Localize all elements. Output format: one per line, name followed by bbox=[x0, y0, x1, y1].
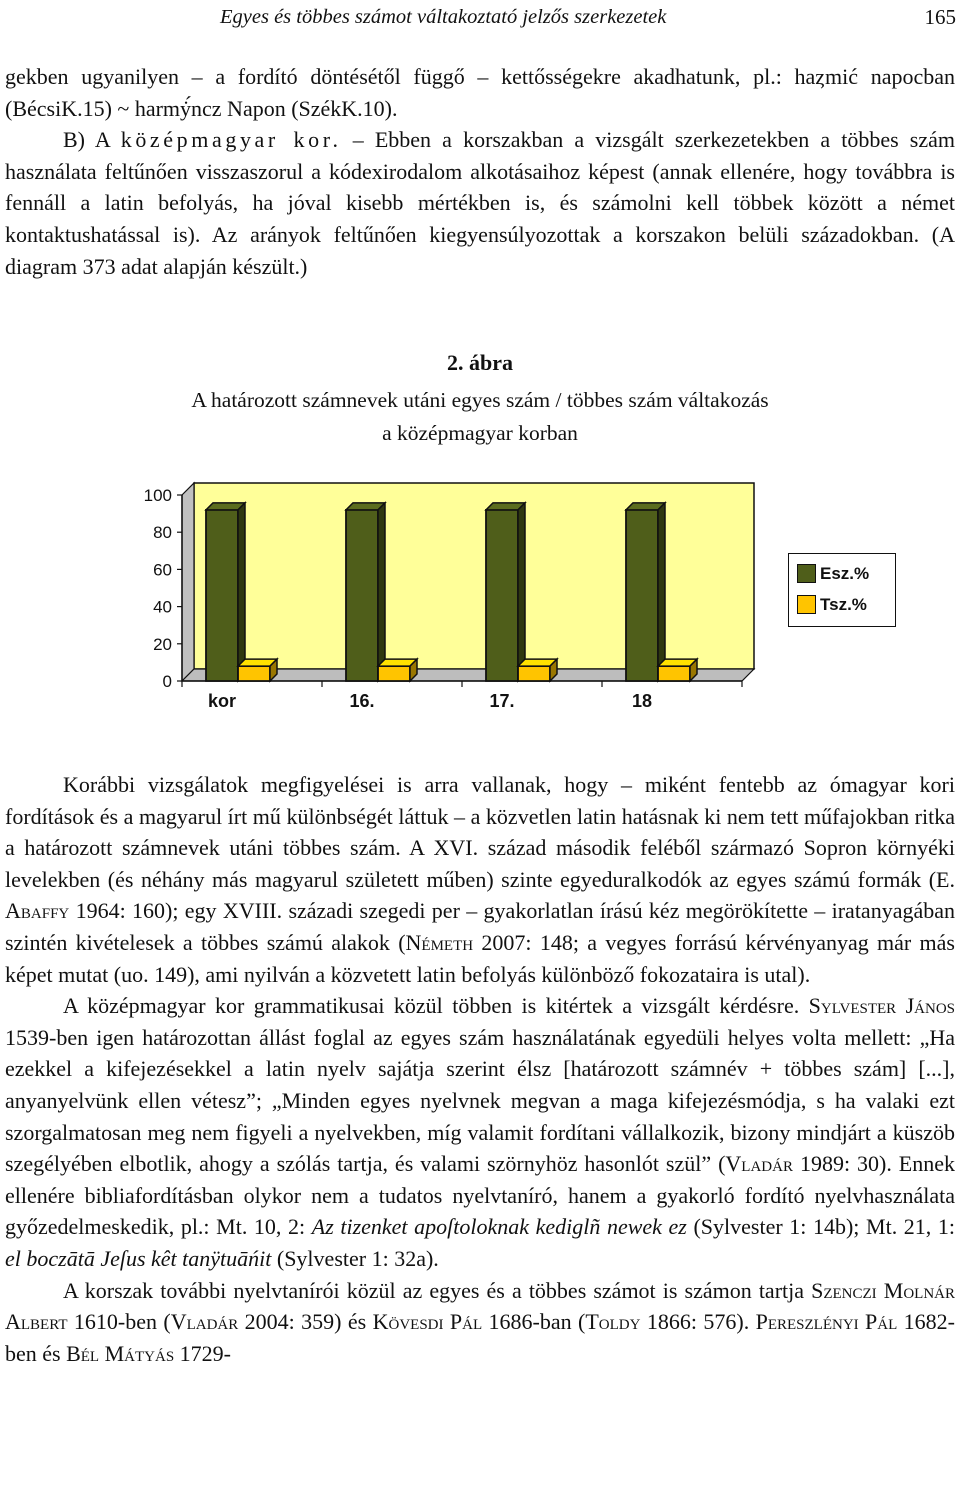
paragraph-5-part-c: 2004: 359) és bbox=[238, 1309, 373, 1335]
paragraph-3-part-c: 2007: 148; a vegyes forrású kérvényanyag már más képet mutat (uo. 149), ami nyilván a közvetett latin befolyás különböző fokozataira is utal). bbox=[5, 929, 955, 987]
bar-tsz-2 bbox=[518, 666, 550, 681]
legend-label-tsz: Tsz.% bbox=[820, 595, 867, 614]
legend-swatch-tsz bbox=[797, 595, 816, 614]
author-vladar: Vladár bbox=[725, 1151, 793, 1177]
legend-label-esz: Esz.% bbox=[820, 564, 870, 583]
x-tick-label: 16. bbox=[349, 691, 375, 711]
paragraph-5-part-e: 1866: 576). bbox=[640, 1309, 756, 1335]
paragraph-5-part-f: 1682-ben és bbox=[5, 1309, 956, 1366]
running-header bbox=[0, 2, 960, 32]
author-toldy: Toldy bbox=[585, 1309, 641, 1335]
paragraph-2 bbox=[5, 124, 955, 282]
bar-tsz-0 bbox=[238, 666, 270, 681]
quote-mt-21: el boczātā Jeſus kêt tanÿtuāńit bbox=[5, 1245, 272, 1271]
section-heading-spaced: középmagyar kor. bbox=[120, 127, 342, 153]
author-abaffy: Abaffy bbox=[5, 898, 70, 924]
y-tick-label: 40 bbox=[153, 597, 172, 617]
author-pereszlenyi: Pereszlényi Pál bbox=[755, 1309, 898, 1335]
plot-back-wall bbox=[194, 483, 754, 669]
y-tick-label: 80 bbox=[153, 523, 172, 543]
bar-esz-3 bbox=[626, 510, 658, 681]
figure-label: 2. ábra bbox=[447, 350, 513, 375]
bar-esz-0-side bbox=[238, 503, 245, 681]
y-tick-label: 20 bbox=[153, 634, 172, 654]
x-tick-label: 17. bbox=[489, 691, 515, 711]
paragraph-4-part-b: 1539-ben igen határozottan állást foglal az egyes szám használatának egyedüli helyes volta mellett: „Ha ezekkel a kifejezésekkel a latin nyelv sajátja szerint élsz [határozott számnév + többes szám] [...], anyanyelvünk ellen vétesz”; „Minden egyes nyelvnek megvan a maga kifejezésmódja, s ha valaki ezt szorgalmatosan meg nem figyeli a nyelvekben, míg valamit fordítani vállalkozik, bizony mindjárt a küszöb szegélyében elbotlik, ahogy a szólás tartja, és valami szörnyhöz hasonlót szül” ( bbox=[5, 1024, 955, 1177]
bar-esz-1 bbox=[346, 510, 378, 681]
body-text-top bbox=[5, 61, 955, 282]
legend-item-esz bbox=[797, 561, 869, 587]
y-tick-label: 0 bbox=[162, 672, 172, 691]
author-kovesdi: Kövesdi Pál bbox=[372, 1309, 483, 1335]
y-tick-label: 100 bbox=[143, 486, 172, 505]
x-tick-label: kor bbox=[207, 691, 237, 711]
paragraph-1: gekben ugyanilyen – a fordító döntésétől függő – kettősségekre akadhatunk, pl.: haȥmić napocban (BécsiK.15) ~ harmẏ́ncz Napon (SzékK.10). bbox=[5, 64, 955, 121]
bar-chart bbox=[120, 470, 760, 720]
plot-side-wall bbox=[182, 483, 194, 681]
author-nemeth: Németh bbox=[405, 929, 474, 955]
paragraph-4 bbox=[5, 990, 955, 1274]
author-bel: Bél Mátyás bbox=[66, 1340, 175, 1366]
bar-esz-1-side bbox=[378, 503, 385, 681]
bar-esz-3-side bbox=[658, 503, 665, 681]
author-vladar-2: Vladár bbox=[170, 1309, 239, 1335]
paragraph-3-part-b: 1964: 160); egy XVIII. századi szegedi per – gyakorlatlan írású kéz megörökítette – iratanyagában szintén kivételesek a többes számú alakok ( bbox=[5, 898, 955, 955]
bar-tsz-1 bbox=[378, 666, 410, 681]
header-title: Egyes és többes számot váltakoztató jelzős szerkezetek bbox=[220, 6, 667, 28]
paragraph-5-part-d: 1686-ban ( bbox=[482, 1309, 586, 1335]
paragraph-2-body: – Ebben a korszakban a vizsgált szerkezetekben a többes szám használata feltűnően visszaszorul a kódexirodalom alkotásaihoz képest (annak ellenére, hogy továbbra is fennáll a latin befolyás, ha jóval kisebb mértékben is, és számolni kell többek között a német kontaktushatással is). Az arányok feltűnően kiegyensúlyozottak a korszakon belüli századokban. (A diagram 373 adat alapján készült.) bbox=[5, 127, 955, 279]
chart-legend bbox=[788, 553, 896, 627]
section-letter: B) A bbox=[63, 127, 110, 153]
paragraph-5-part-a: A korszak további nyelvtanírói közül az egyes és a többes számot is számon tartja bbox=[63, 1277, 812, 1303]
paragraph-5 bbox=[5, 1275, 955, 1370]
body-text-bottom bbox=[5, 769, 955, 1369]
quote-mt-10: Az tizenket apoſtoloknak kediglñ newek ez bbox=[311, 1214, 687, 1240]
paragraph-3-part-a: Korábbi vizsgálatok megfigyelései is arra vallanak, hogy – miként fentebb az ómagyar kori fordítások és a magyarul írt mű különbségét láttuk – a közvetlen latin hatásnak ki nem tett műfajokban ritka a határozott számnevek utáni többes szám. A XVI. század második feléből származó Sopron környéki levelekben (és néhány más magyarul született műben) szinte egyeduralkodók az egyes számú formák (E. bbox=[5, 772, 955, 892]
bar-esz-0 bbox=[206, 510, 238, 681]
author-sylvester: Sylvester János bbox=[808, 993, 955, 1019]
paragraph-4-part-e: (Sylvester 1: 32a). bbox=[271, 1245, 439, 1271]
y-tick-label: 60 bbox=[153, 560, 172, 580]
paragraph-4-part-c: 1989: 30). Ennek ellenére bibliafordításban olykor nem a tudatos nyelvtaníró, hanem a gyakorló fordító nyelvhasználata győzedelmeskedik, pl.: Mt. 10, 2: bbox=[5, 1151, 955, 1240]
paragraph-4-part-a: A középmagyar kor grammatikusai közül többen is kitértek a vizsgált kérdésre. bbox=[63, 993, 809, 1019]
bar-esz-2 bbox=[486, 510, 518, 681]
legend-item-tsz bbox=[797, 592, 867, 618]
author-szenczi: Szenczi Molnár Albert bbox=[5, 1277, 955, 1335]
bar-tsz-3 bbox=[658, 666, 690, 681]
figure-caption-line-2: a középmagyar korban bbox=[382, 421, 578, 445]
bar-esz-2-side bbox=[518, 503, 525, 681]
figure-caption-line-1: A határozott számnevek utáni egyes szám / többes szám váltakozás bbox=[191, 388, 769, 412]
paragraph-4-part-d: (Sylvester 1: 14b); Mt. 21, 1: bbox=[686, 1214, 956, 1240]
paragraph-3 bbox=[5, 769, 955, 990]
page-number: 165 bbox=[924, 5, 956, 29]
x-tick-label: 18 bbox=[631, 691, 653, 711]
paragraph-5-part-b: 1610-ben ( bbox=[67, 1309, 171, 1335]
figure-caption bbox=[0, 384, 960, 450]
paragraph-5-part-g: 1729- bbox=[174, 1340, 231, 1366]
legend-swatch-esz bbox=[797, 564, 816, 583]
